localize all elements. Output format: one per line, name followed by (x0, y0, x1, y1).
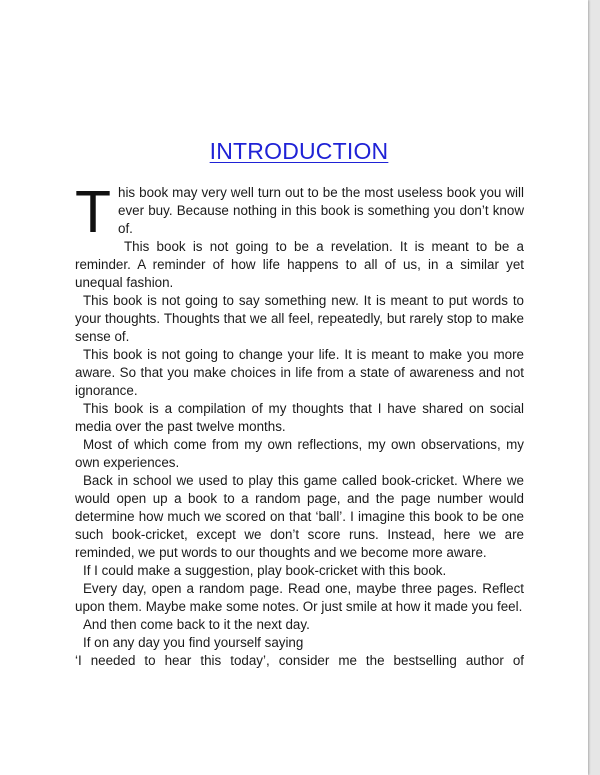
paragraph: This book is not going to say something new. It is meant to put words to your thoughts. Thoughts that we all feel, repeatedly, but rarely stop to make sense of. (75, 293, 524, 344)
paragraph: Every day, open a random page. Read one, maybe three pages. Reflect upon them. Maybe make some notes. Or just smile at how it made you feel. (75, 581, 524, 614)
lead-paragraph (75, 179, 524, 245)
paragraph: Most of which come from my own reflections, my own observations, my own experiences. (75, 437, 524, 470)
page-title: INTRODUCTION (209, 138, 389, 164)
paragraph: This book is a compilation of my thoughts that I have shared on social media over the past twelve months. (75, 401, 524, 434)
drop-cap: T (75, 179, 112, 245)
paragraph: And then come back to it the next day. (83, 617, 310, 632)
body-text (75, 179, 524, 670)
lead-paragraph-text: his book may very well turn out to be the most useless book you will ever buy. Because nothing in this book is something you don’t know of. (118, 185, 524, 236)
paragraph: This book is not going to change your life. It is meant to make you more aware. So that you make choices in life from a state of awareness and not ignorance. (75, 347, 524, 398)
paragraph: If I could make a suggestion, play book-cricket with this book. (83, 563, 447, 578)
paragraph: Back in school we used to play this game called book-cricket. Where we would open up a book to a random page, and the page number would determine how much we scored on that ‘ball’. I imagine this book to be one such book-cricket, except we don’t score runs. Instead, here we are reminded, we put words to our thoughts and we become more aware. (75, 473, 524, 560)
paragraph: ‘I needed to hear this today’, consider me the bestselling author of (75, 653, 524, 668)
paragraph: If on any day you find yourself saying (83, 635, 304, 650)
paragraph: This book is not going to be a revelation. It is meant to be a reminder. A reminder of how life happens to all of us, in a similar yet unequal fashion. (75, 239, 524, 290)
